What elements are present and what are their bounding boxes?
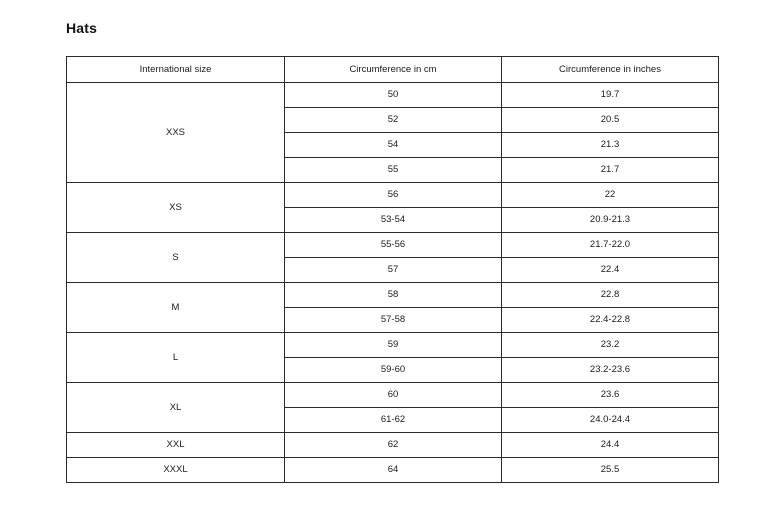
- cell-international-size: XS: [67, 183, 285, 233]
- cell-international-size: XXXL: [67, 458, 285, 483]
- cell-circumference-cm: 58: [285, 283, 502, 308]
- cell-circumference-inches: 23.6: [502, 383, 719, 408]
- table-header-row: [67, 57, 719, 83]
- cell-circumference-cm: 56: [285, 183, 502, 208]
- cell-circumference-cm: 64: [285, 458, 502, 483]
- cell-international-size: XL: [67, 383, 285, 433]
- cell-circumference-inches: 23.2-23.6: [502, 358, 719, 383]
- table-row: [67, 233, 719, 258]
- cell-circumference-inches: 25.5: [502, 458, 719, 483]
- cell-circumference-inches: 21.7: [502, 158, 719, 183]
- size-table-container: [66, 56, 718, 483]
- table-row: [67, 433, 719, 458]
- cell-circumference-cm: 57: [285, 258, 502, 283]
- table-row: [67, 383, 719, 408]
- table-row: [67, 183, 719, 208]
- table-row: [67, 333, 719, 358]
- cell-circumference-inches: 22.4-22.8: [502, 308, 719, 333]
- size-table: [66, 56, 719, 483]
- table-header: [67, 57, 719, 83]
- cell-circumference-inches: 20.5: [502, 108, 719, 133]
- cell-circumference-cm: 54: [285, 133, 502, 158]
- cell-international-size: XXS: [67, 83, 285, 183]
- cell-circumference-cm: 55-56: [285, 233, 502, 258]
- cell-circumference-cm: 59-60: [285, 358, 502, 383]
- table-body: [67, 83, 719, 483]
- cell-circumference-cm: 62: [285, 433, 502, 458]
- column-header-circumference-cm: Circumference in cm: [285, 57, 502, 83]
- cell-circumference-inches: 21.3: [502, 133, 719, 158]
- cell-circumference-cm: 55: [285, 158, 502, 183]
- cell-circumference-inches: 22: [502, 183, 719, 208]
- table-row: [67, 283, 719, 308]
- cell-circumference-inches: 24.4: [502, 433, 719, 458]
- cell-circumference-inches: 24.0-24.4: [502, 408, 719, 433]
- column-header-circumference-inches: Circumference in inches: [502, 57, 719, 83]
- table-row: [67, 458, 719, 483]
- cell-international-size: XXL: [67, 433, 285, 458]
- cell-circumference-cm: 61-62: [285, 408, 502, 433]
- cell-circumference-cm: 53-54: [285, 208, 502, 233]
- cell-circumference-cm: 50: [285, 83, 502, 108]
- cell-circumference-cm: 52: [285, 108, 502, 133]
- cell-circumference-inches: 19.7: [502, 83, 719, 108]
- cell-circumference-inches: 21.7-22.0: [502, 233, 719, 258]
- column-header-international-size: International size: [67, 57, 285, 83]
- cell-circumference-cm: 57-58: [285, 308, 502, 333]
- cell-circumference-inches: 22.4: [502, 258, 719, 283]
- page-title: Hats: [66, 20, 98, 36]
- table-row: [67, 83, 719, 108]
- cell-circumference-inches: 22.8: [502, 283, 719, 308]
- cell-international-size: S: [67, 233, 285, 283]
- cell-circumference-inches: 20.9-21.3: [502, 208, 719, 233]
- cell-circumference-inches: 23.2: [502, 333, 719, 358]
- cell-circumference-cm: 60: [285, 383, 502, 408]
- cell-international-size: M: [67, 283, 285, 333]
- cell-international-size: L: [67, 333, 285, 383]
- cell-circumference-cm: 59: [285, 333, 502, 358]
